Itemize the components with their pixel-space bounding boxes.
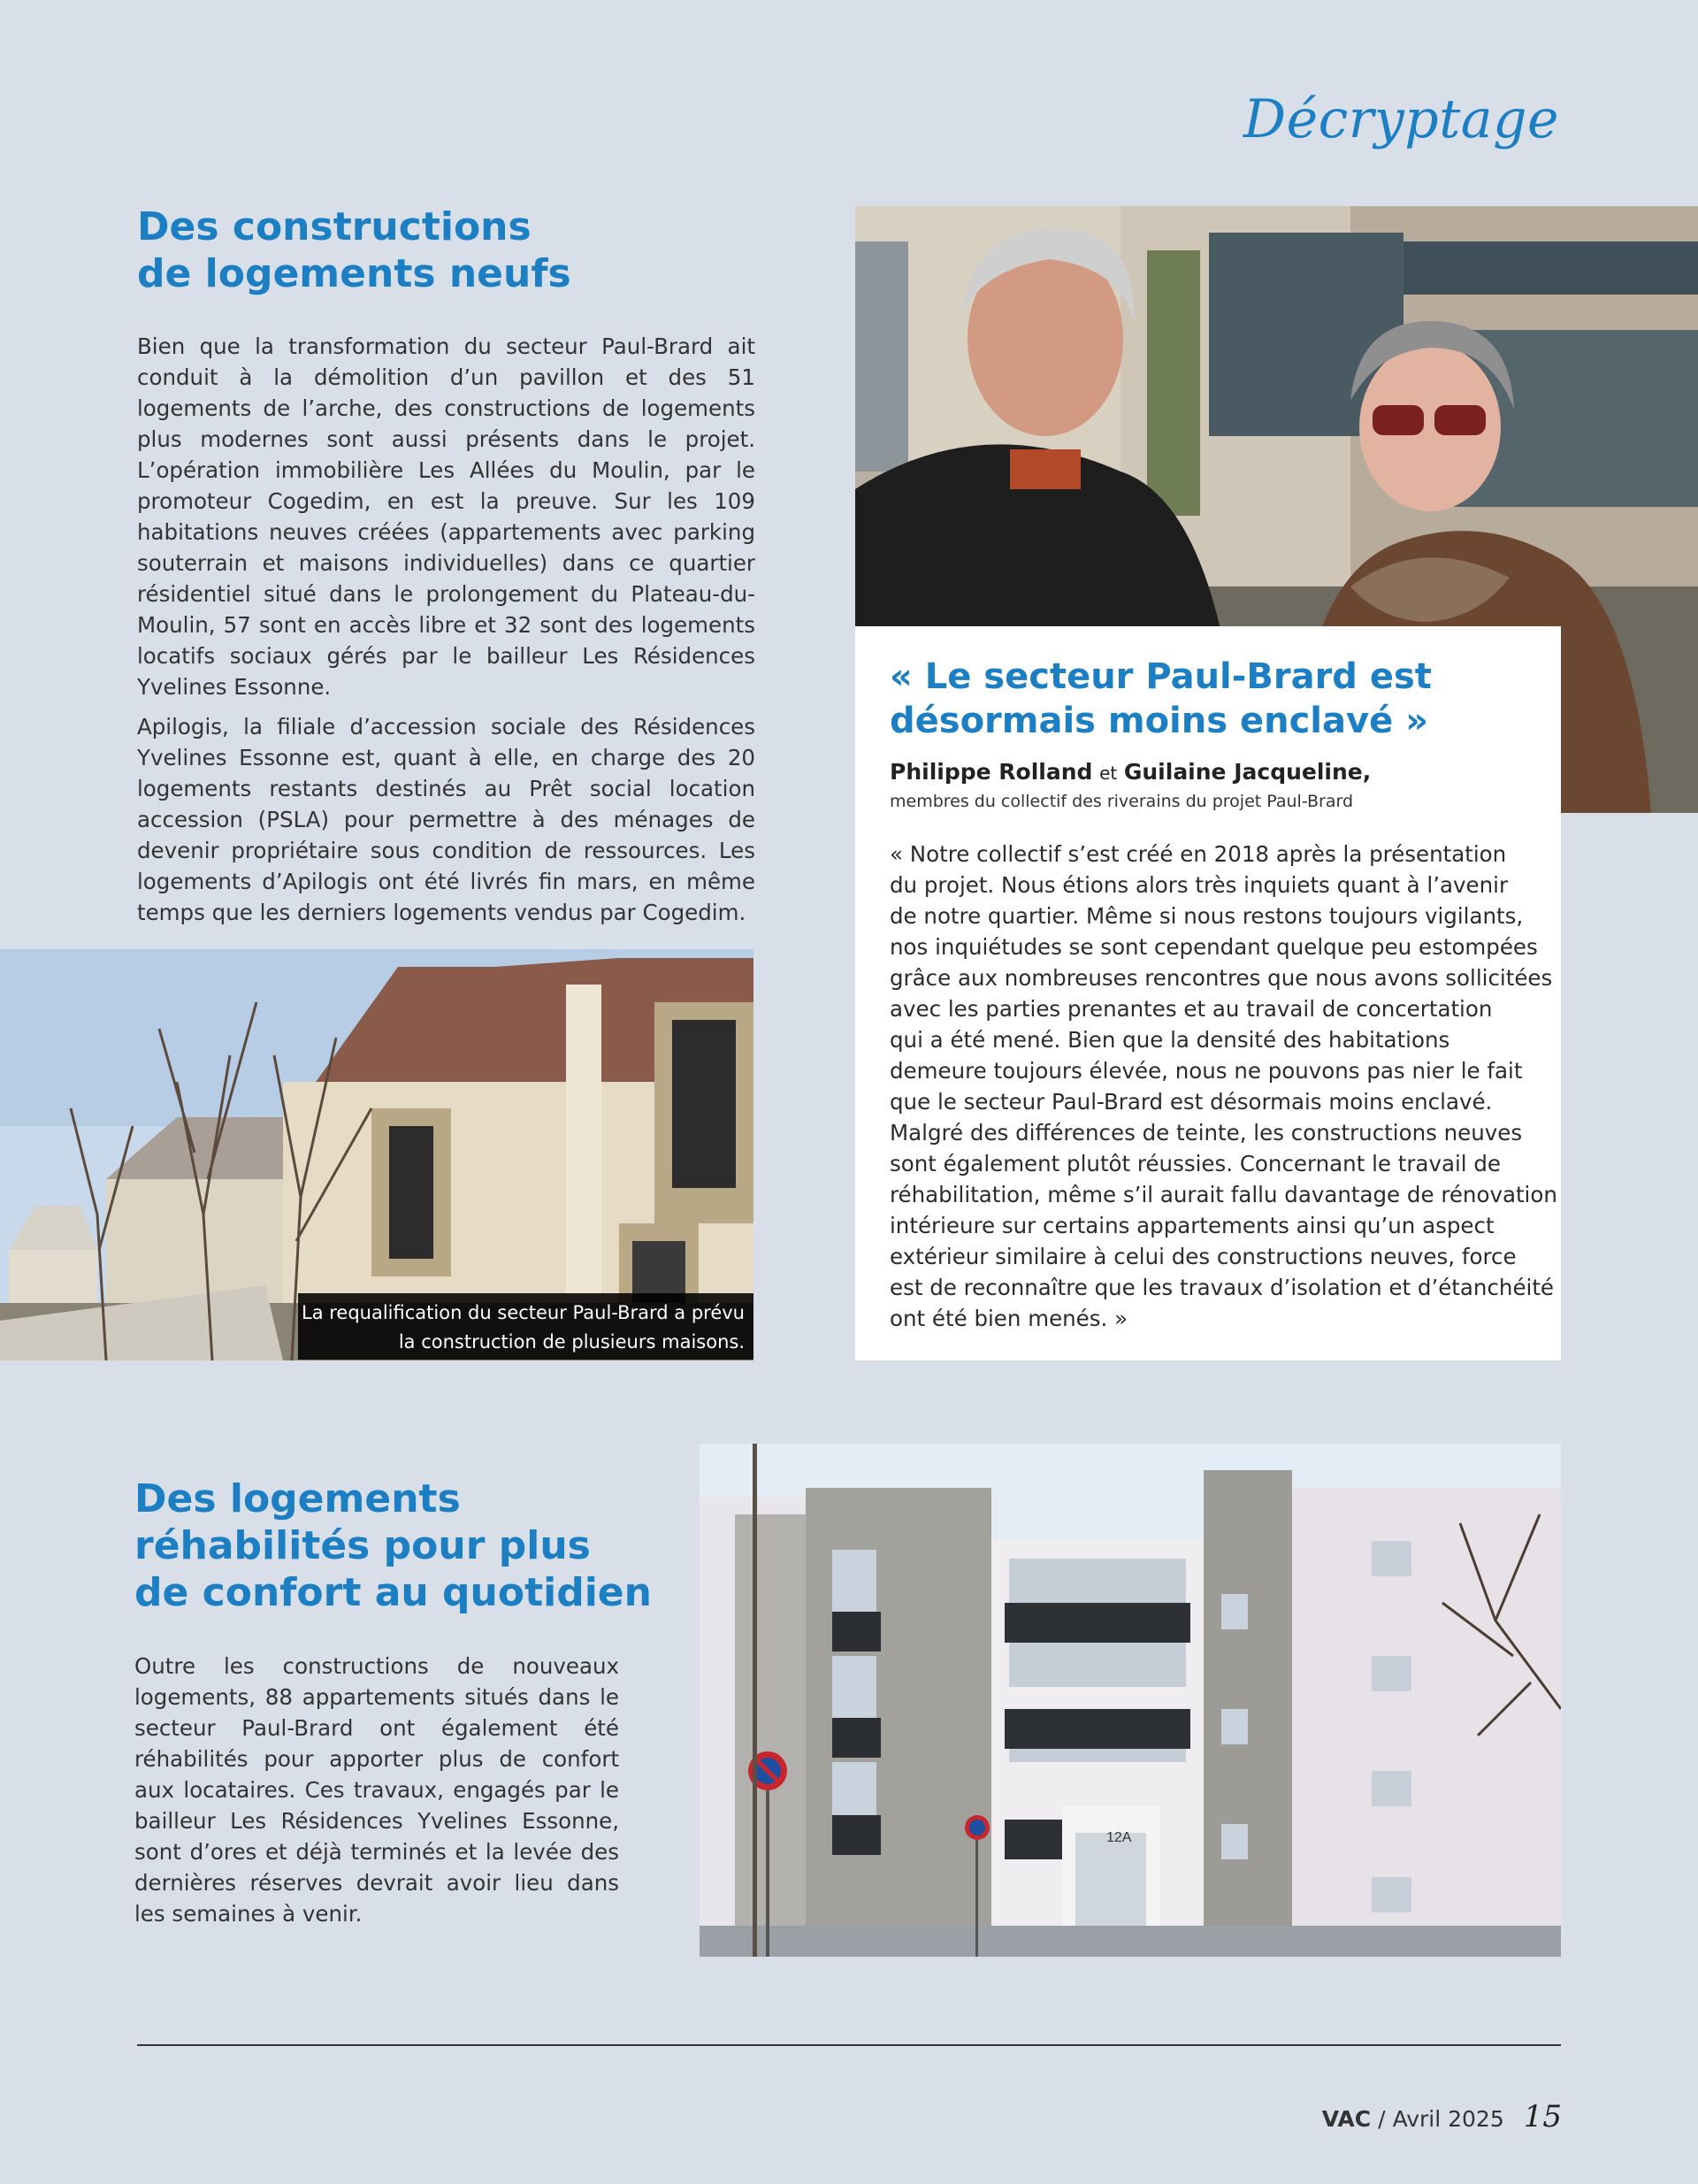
section1-paragraph: Apilogis, la filiale d’accession sociale des Résidences Yvelines Essonne est, quant à elle, en charge des 20 logements restants destinés au Prêt social location accession (PSLA) pour permettre à des ménages de devenir propriétaire sous condition de ressources. Les logements d’Apilogis ont été livrés fin mars, en même temps que les derniers logements vendus par Cogedim. <box>137 714 755 925</box>
magazine-name: VAC <box>1321 2106 1372 2132</box>
quote-line: grâce aux nombreuses rencontres que nous avons sollicitées <box>890 965 1553 991</box>
caption-line: la construction de plusieurs maisons. <box>398 1331 745 1353</box>
section2-title-line: réhabilités pour plus <box>134 1523 591 1568</box>
interview-title <box>890 655 1544 743</box>
page-footer <box>1322 2099 1562 2134</box>
quote-line: « Notre collectif s’est créé en 2018 après la présentation <box>890 841 1507 867</box>
section1-title <box>137 203 571 297</box>
building-photo <box>700 1444 1561 1957</box>
section1-title-line: de logements neufs <box>137 251 571 296</box>
section-tag: Décryptage <box>1243 88 1559 150</box>
section2-title-line: de confort au quotidien <box>134 1570 652 1615</box>
section2-title-line: Des logements <box>134 1476 461 1521</box>
quote-line: est de reconnaître que les travaux d’isolation et d’étanchéité <box>890 1275 1555 1300</box>
quote-line: avec les parties prenantes et au travail de concertation <box>890 996 1493 1022</box>
author-name: Guilaine Jacqueline, <box>1123 759 1372 785</box>
quote-line: intérieure sur certains appartements ainsi qu’un aspect <box>890 1213 1495 1238</box>
section2-body <box>134 1651 619 1938</box>
interview-title-line: désormais moins enclavé » <box>890 701 1428 741</box>
author-connector: et <box>1099 762 1118 784</box>
quote-line: de notre quartier. Même si nous restons toujours vigilants, <box>890 903 1524 929</box>
quote-line: Malgré des différences de teinte, les constructions neuves <box>890 1120 1523 1146</box>
section1-paragraph: Bien que la transformation du secteur Paul-Brard ait conduit à la démolition d’un pavillon et des 51 logements de l’arche, des constructions de logements plus modernes sont aussi présents dans le projet. L’opération immobilière Les Allées du Moulin, par le promoteur Cogedim, en est la preuve. Sur les 109 habitations neuves créées (appartements avec parking souterrain et maisons individuelles) dans ce quartier résidentiel situé dans le prolongement du Plateau-du-Moulin, 57 sont en accès libre et 32 sont des logements locatifs sociaux gérés par le bailleur Les Résidences Yvelines Essonne. <box>137 333 755 700</box>
quote-line: sont également plutôt réussies. Concernant le travail de <box>890 1151 1501 1176</box>
quote-line: extérieur similaire à celui des constructions neuves, force <box>890 1244 1517 1269</box>
quote-line: réhabilitation, même s’il aurait fallu davantage de rénovation <box>890 1182 1557 1207</box>
section1-body <box>137 331 755 937</box>
section2-title <box>134 1475 652 1616</box>
interview-quote <box>890 839 1557 1334</box>
section2-paragraph: Outre les constructions de nouveaux logements, 88 appartements situés dans le secteur Paul-Brard ont également été réhabilités pour apporter plus de confort aux locataires. Ces travaux, engagés par le bailleur Les Résidences Yvelines Essonne, sont d’ores et déjà terminés et la levée des dernières réserves devrait avoir lieu dans les semaines à venir. <box>134 1653 619 1927</box>
footer-rule <box>137 2044 1561 2046</box>
author-name: Philippe Rolland <box>890 759 1093 785</box>
section1-title-line: Des constructions <box>137 204 532 249</box>
quote-line: que le secteur Paul-Brard est désormais moins enclavé. <box>890 1089 1493 1115</box>
quote-line: nos inquiétudes se sont cependant quelque peu estompées <box>890 934 1538 960</box>
interview-authors <box>890 759 1371 785</box>
building-number: 12A <box>1106 1830 1132 1845</box>
issue-date: Avril 2025 <box>1392 2106 1504 2132</box>
photo-caption <box>298 1293 753 1360</box>
author-role: membres du collectif des riverains du projet Paul-Brard <box>890 792 1354 811</box>
quote-line: qui a été mené. Bien que la densité des habitations <box>890 1027 1450 1053</box>
page-number: 15 <box>1523 2099 1562 2134</box>
interview-title-line: « Le secteur Paul-Brard est <box>890 656 1432 697</box>
caption-line: La requalification du secteur Paul-Brard a prévu <box>302 1302 745 1323</box>
quote-line: demeure toujours élevée, nous ne pouvons pas nier le fait <box>890 1058 1523 1084</box>
quote-line: du projet. Nous étions alors très inquiets quant à l’avenir <box>890 872 1509 898</box>
quote-line: ont été bien menés. » <box>890 1306 1128 1331</box>
interview-box <box>855 626 1561 1360</box>
footer-separator: / <box>1378 2106 1386 2132</box>
